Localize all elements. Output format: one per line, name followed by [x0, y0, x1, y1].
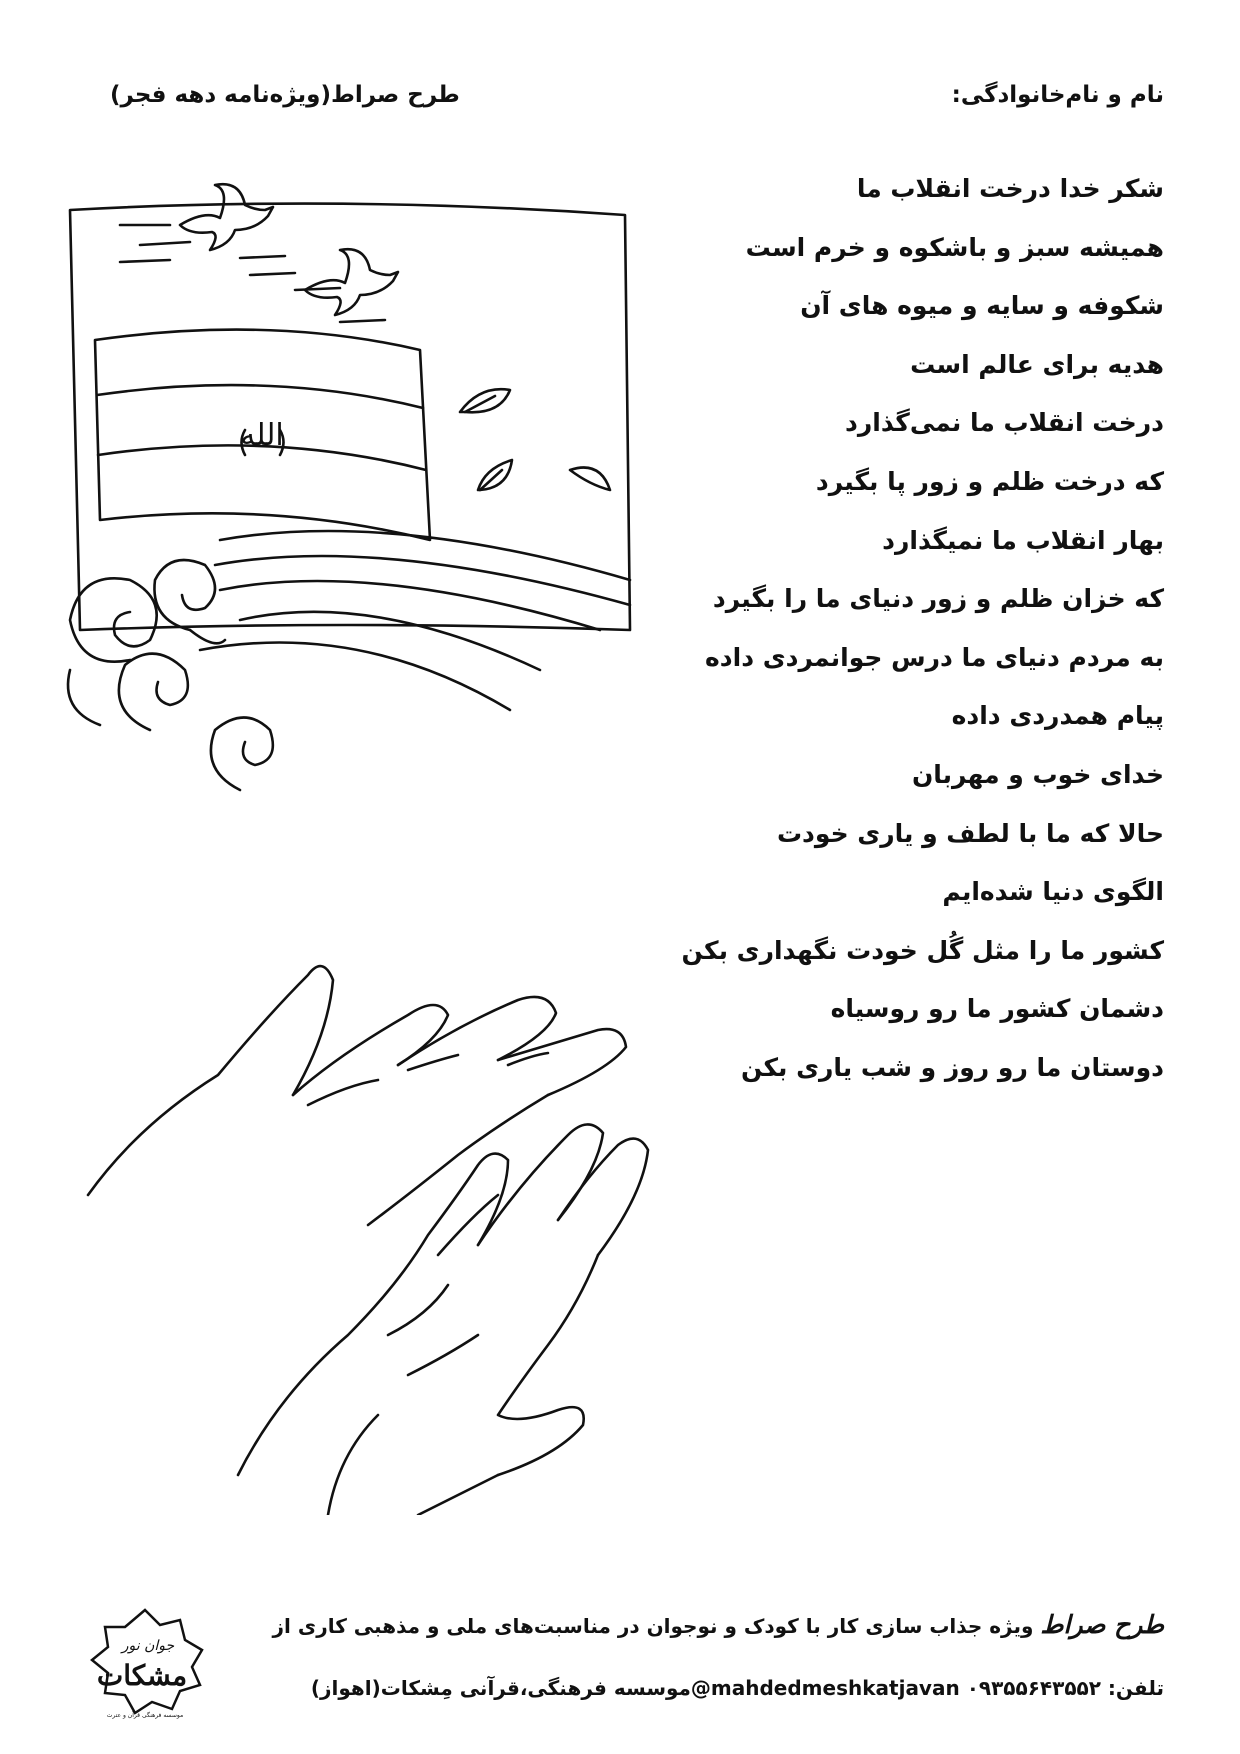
- document-title: طرح صراط(ویژه‌نامه دهه فجر): [110, 82, 460, 108]
- footer-description: [264, 1610, 1164, 1639]
- cloud-swirls: [68, 560, 273, 790]
- poem-line: دشمان کشور ما رو روسیاه: [830, 994, 1164, 1024]
- footer-contact: [264, 1676, 1164, 1700]
- phone-number: ۰۹۳۵۵۶۴۳۵۵۲: [966, 1676, 1101, 1700]
- city-name: (اهواز): [310, 1676, 381, 1700]
- institute-name: موسسه فرهنگی،قرآنی مِشکات: [380, 1676, 691, 1700]
- poem-line: هدیه برای عالم است: [910, 349, 1164, 379]
- poem-line: شکر خدا درخت انقلاب ما: [856, 174, 1164, 203]
- iran-flag: [95, 330, 430, 540]
- dove-icon: [305, 249, 398, 315]
- dove-icon: [180, 184, 273, 250]
- logo-top-text: جوان نور: [121, 1638, 175, 1654]
- flag-emblem-icon: الله: [240, 418, 284, 453]
- social-handle: @mahdedmeshkatjavan: [690, 1676, 960, 1700]
- poem-line: شکوفه و سایه و میوه های آن: [800, 291, 1164, 321]
- poem-line: کشور ما را مثل گُل خودت نگهداری بکن: [681, 935, 1164, 965]
- poem-line: حالا که ما با لطف و یاری خودت: [776, 818, 1164, 848]
- poem-line: پیام همدردی داده: [951, 701, 1164, 731]
- poem-line: بهار انقلاب ما نمیگذارد: [882, 525, 1164, 555]
- poem-line: که درخت ظلم و زور پا بگیرد: [815, 466, 1164, 496]
- logo-small-text: موسسه فرهنگی قرآن و عترت: [106, 1712, 184, 1719]
- poem-line: درخت انقلاب ما نمی‌گذارد: [845, 408, 1164, 438]
- logo-main-text: مشکات: [96, 1659, 188, 1692]
- program-name: طرح صراط: [1040, 1610, 1164, 1639]
- name-field-label: نام و نام‌خانوادگی:: [951, 82, 1164, 108]
- right-hand: [238, 1124, 648, 1515]
- program-description: ویژه جذاب سازی کار با کودک و نوجوان در مناسبت‌های ملی و مذهبی کاری از: [272, 1614, 1041, 1638]
- poem: [484, 160, 1164, 1098]
- poem-line: همیشه سبز و باشکوه و خرم است: [745, 232, 1164, 262]
- poem-line: الگوی دنیا شده‌ایم: [942, 877, 1164, 907]
- poem-line: به مردم دنیای ما درس جوانمردی داده: [705, 642, 1164, 672]
- poem-line: دوستان ما رو روز و شب یاری بکن: [740, 1052, 1164, 1082]
- poem-line: که خزان ظلم و زور دنیای ما را بگیرد: [712, 584, 1164, 614]
- poem-line: خدای خوب و مهربان: [911, 759, 1164, 789]
- phone-label: تلفن:: [1100, 1676, 1164, 1700]
- wind-lines: [120, 225, 385, 322]
- meshkat-logo: [80, 1605, 210, 1720]
